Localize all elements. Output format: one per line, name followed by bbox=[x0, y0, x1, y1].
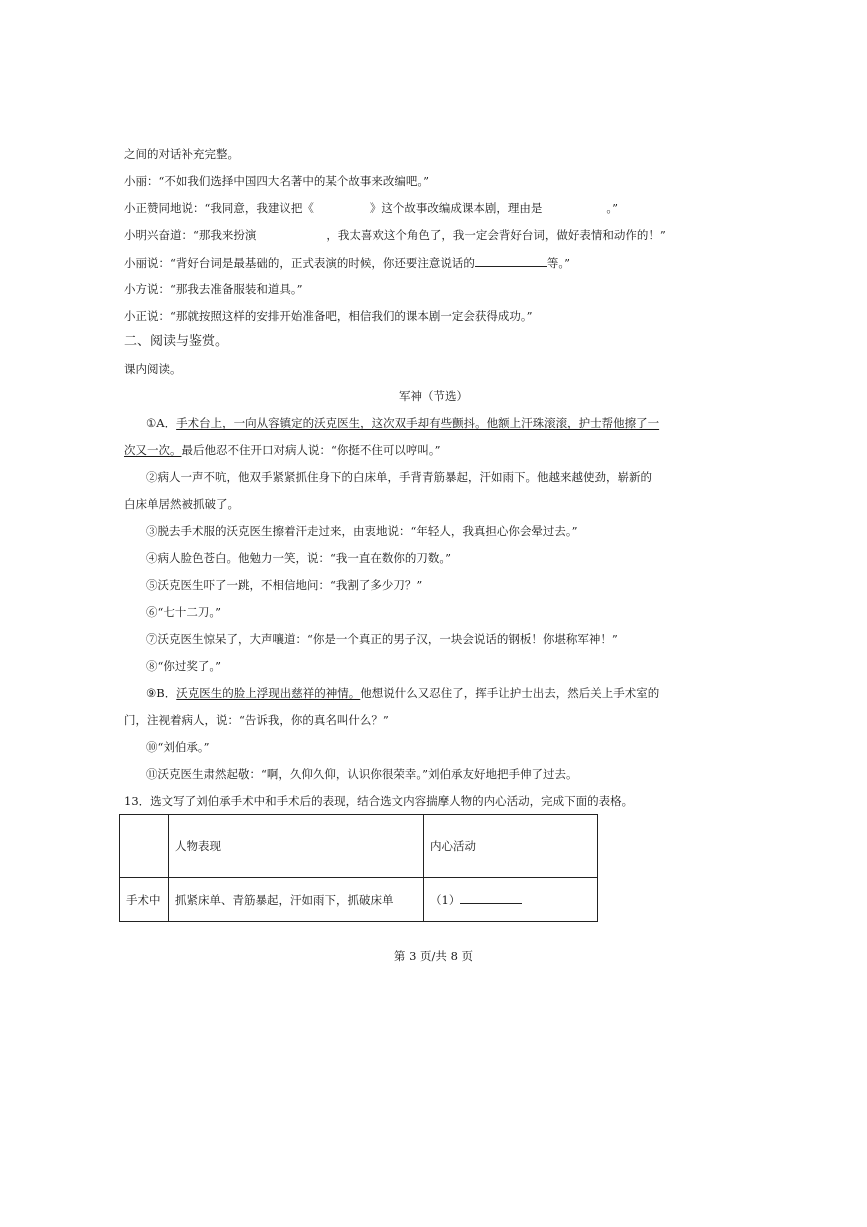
paragraph-11: ⑪沃克医生肃然起敬：“啊，久仰久仰，认识你很荣幸。”刘伯承友好地把手伸了过去。 bbox=[146, 767, 578, 781]
table-cell-inner-activity: （1） bbox=[424, 878, 598, 922]
subsection-heading: 课内阅读。 bbox=[124, 362, 182, 376]
paragraph-1-line-2: 次又一次。最后他忍不住开口对病人说：“你挺不住可以哼叫。” bbox=[124, 443, 441, 457]
paragraph-2-line-1: ②病人一声不吭，他双手紧紧抓住身下的白床单，手背青筋暴起，汗如雨下。他越来越使劲，崭新的 bbox=[146, 470, 652, 484]
speech-attention-blank[interactable] bbox=[475, 254, 547, 267]
paragraph-4: ④病人脸色苍白。他勉力一笑，说：“我一直在数你的刀数。” bbox=[146, 551, 452, 565]
table-cell-stage: 手术中 bbox=[120, 878, 169, 922]
paragraph-6: ⑥“七十二刀。” bbox=[146, 605, 222, 619]
page-footer: 第 3 页/共 8 页 bbox=[393, 949, 474, 963]
paragraph-1-line-1: ①A．手术台上，一向从容镇定的沃克医生，这次双手却有些颤抖。他额上汗珠滚滚，护士帮他擦了一 bbox=[146, 416, 660, 430]
intro-line-6: 小方说：“那我去准备服装和道具。” bbox=[124, 282, 303, 296]
intro-line-2: 小丽：“不如我们选择中国四大名著中的某个故事来改编吧。” bbox=[124, 174, 430, 188]
analysis-table bbox=[119, 814, 598, 922]
intro-line-4: 小明兴奋道：“那我来扮演 ，我太喜欢这个角色了，我一定会背好台词，做好表情和动作的！” bbox=[124, 228, 666, 242]
paragraph-5: ⑤沃克医生吓了一跳，不相信地问：“我割了多少刀？” bbox=[146, 578, 423, 592]
paragraph-2-line-2: 白床单居然被抓破了。 bbox=[124, 497, 239, 511]
section-heading: 二、阅读与鉴赏。 bbox=[124, 334, 229, 349]
table-header-row bbox=[120, 815, 598, 878]
table-cell-behavior: 抓紧床单、青筋暴起，汗如雨下，抓破床单 bbox=[169, 878, 424, 922]
intro-line-5: 小丽说：“背好台词是最基础的，正式表演的时候，你还要注意说话的 等。” bbox=[124, 256, 571, 270]
intro-line-7: 小正说：“那就按照这样的安排开始准备吧，相信我们的课本剧一定会获得成功。” bbox=[124, 309, 533, 323]
question-13: 13．选文写了刘伯承手术中和手术后的表现，结合选文内容揣摩人物的内心活动，完成下面的表格。 bbox=[124, 794, 634, 808]
paragraph-7: ⑦沃克医生惊呆了，大声嚷道：“你是一个真正的男子汉，一块会说话的钢板！你堪称军神！” bbox=[146, 632, 618, 646]
table-header-cell bbox=[120, 815, 169, 878]
passage-title: 军神（节选） bbox=[399, 389, 468, 403]
intro-line-1: 之间的对话补充完整。 bbox=[124, 147, 239, 161]
answer-blank-1[interactable] bbox=[460, 891, 522, 904]
table-header-cell: 内心活动 bbox=[424, 815, 598, 878]
paragraph-9-line-1: ⑨B．沃克医生的脸上浮现出慈祥的神情。他想说什么又忍住了，挥手让护士出去，然后关上手术室的 bbox=[146, 686, 660, 700]
paragraph-8: ⑧“你过奖了。” bbox=[146, 659, 222, 673]
paragraph-9-line-2: 门，注视着病人，说：“告诉我，你的真名叫什么？” bbox=[124, 713, 389, 727]
paragraph-3: ③脱去手术服的沃克医生擦着汗走过来，由衷地说：“年轻人，我真担心你会晕过去。” bbox=[146, 524, 578, 538]
table-header-cell: 人物表现 bbox=[169, 815, 424, 878]
table-row bbox=[120, 878, 598, 922]
intro-line-3: 小正赞同地说：“我同意，我建议把《 》这个故事改编成课本剧，理由是 。” bbox=[124, 201, 619, 215]
paragraph-10: ⑩“刘伯承。” bbox=[146, 740, 210, 754]
